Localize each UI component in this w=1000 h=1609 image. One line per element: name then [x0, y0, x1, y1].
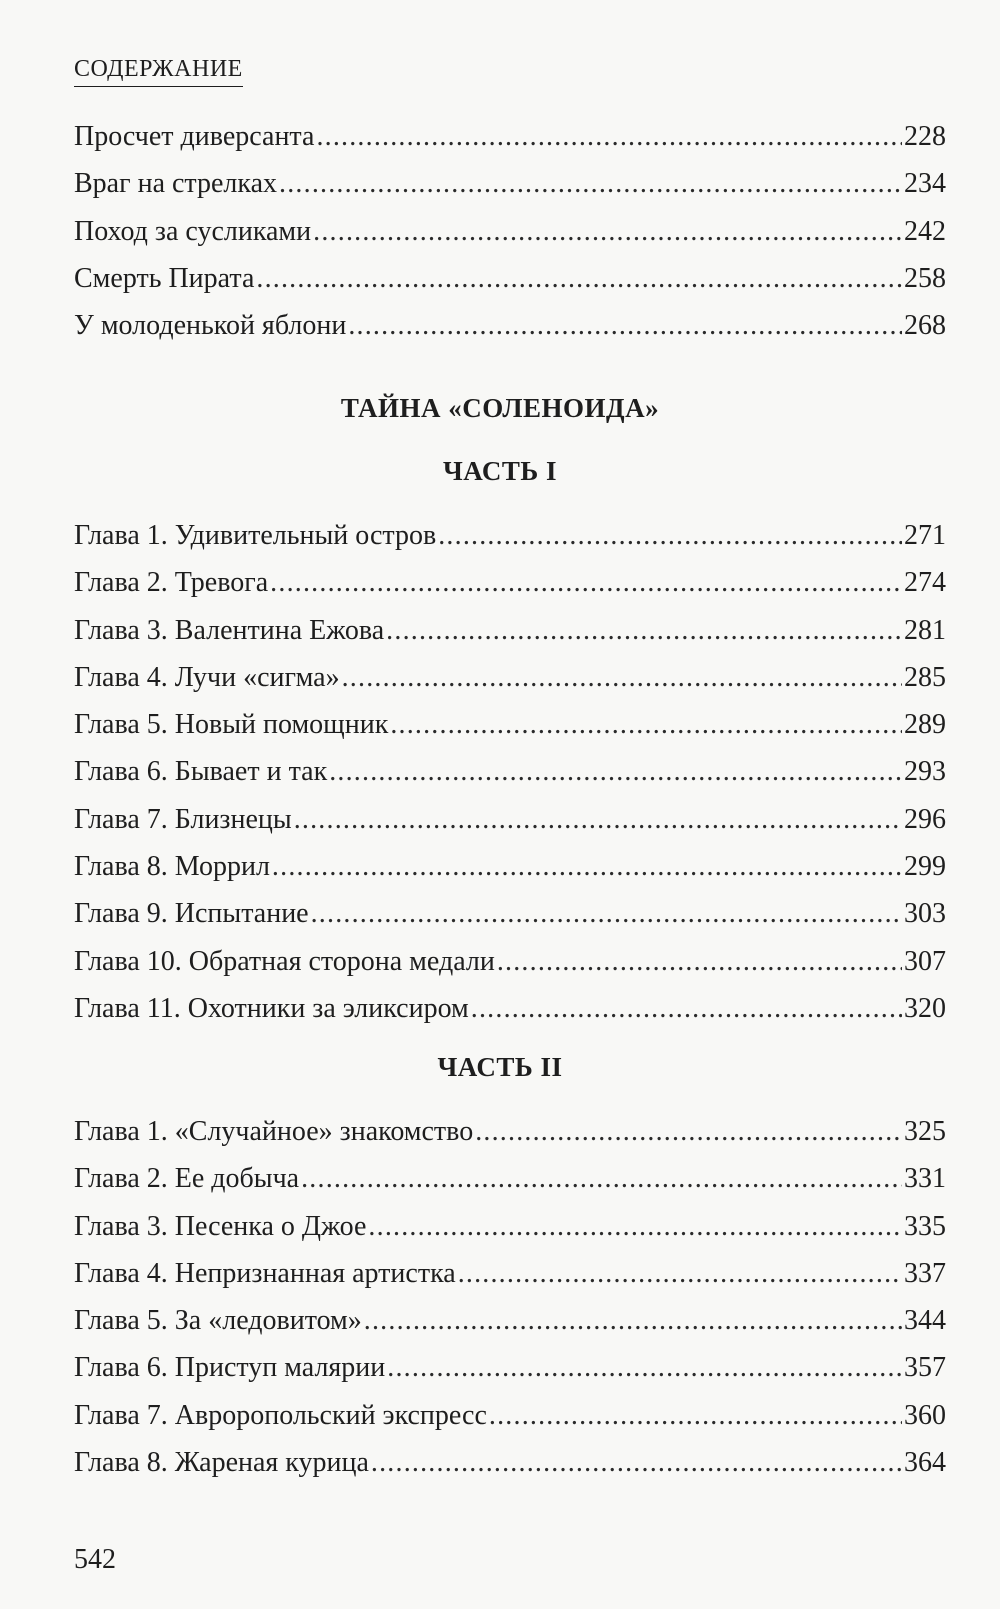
dot-leader	[329, 748, 902, 795]
toc-entry-page: 299	[904, 851, 946, 883]
toc-entry-page: 364	[904, 1447, 946, 1479]
toc-entry-page: 357	[904, 1352, 946, 1384]
toc-entry-title: Глава 4. Лучи «сигма»	[74, 661, 340, 693]
dot-leader	[475, 1108, 902, 1155]
toc-entry-page: 228	[904, 121, 946, 152]
toc-entry	[74, 1344, 946, 1391]
toc-entry	[74, 160, 946, 207]
toc-entry-page: 344	[904, 1305, 946, 1337]
dot-leader	[471, 985, 902, 1032]
toc-entry	[74, 985, 946, 1032]
toc-entry-page: 325	[904, 1116, 946, 1147]
toc-entry	[74, 1297, 946, 1344]
toc-entry	[74, 1250, 946, 1297]
dot-leader	[272, 843, 902, 890]
dot-leader	[438, 512, 902, 559]
toc-entry-page: 271	[904, 520, 946, 551]
toc-entry-title: Глава 2. Ее добыча	[74, 1163, 300, 1195]
toc-entry	[74, 559, 946, 606]
toc-entry	[74, 302, 946, 349]
toc-entry-title: Глава 6. Приступ малярии	[74, 1352, 386, 1384]
toc-entry-page: 360	[904, 1399, 946, 1431]
toc-entry	[74, 748, 946, 795]
dot-leader	[368, 1203, 902, 1250]
dot-leader	[387, 1344, 902, 1391]
toc-entry-title: Глава 5. Новый помощник	[74, 709, 389, 741]
toc-entry-page: 307	[904, 945, 946, 977]
page-number: 542	[74, 1544, 116, 1575]
toc-entry	[74, 890, 946, 937]
part-2-title: ЧАСТЬ II	[437, 1052, 563, 1082]
dot-leader	[301, 1155, 902, 1202]
dot-leader	[294, 796, 902, 843]
toc-entry	[74, 796, 946, 843]
dot-leader	[386, 607, 902, 654]
toc-entry-page: 281	[904, 614, 946, 646]
dot-leader	[313, 208, 902, 255]
toc-entry-title: У молоденькой яблони	[74, 310, 347, 342]
toc-entry	[74, 1155, 946, 1202]
toc-entry-title: Глава 8. Моррил	[74, 851, 270, 883]
toc-entry-title: Глава 9. Испытание	[74, 898, 309, 930]
toc-entry	[74, 1108, 946, 1155]
toc-entry-page: 234	[904, 168, 946, 200]
toc-entry-title: Просчет диверсанта	[74, 121, 315, 152]
toc-entry	[74, 938, 946, 985]
toc-entry-title: Глава 7. Авроропольский экспресс	[74, 1399, 487, 1431]
toc-list-part-1	[74, 512, 946, 1032]
toc-entry-page: 289	[904, 709, 946, 741]
toc-entry-title: Смерть Пирата	[74, 262, 255, 294]
toc-entry	[74, 208, 946, 255]
toc-entry-page: 285	[904, 661, 946, 693]
toc-entry-page: 303	[904, 898, 946, 930]
section-title: ТАЙНА «СОЛЕНОИДА»	[340, 393, 660, 423]
running-head: СОДЕРЖАНИЕ	[74, 56, 243, 87]
toc-entry-page: 320	[904, 992, 946, 1024]
toc-entry-title: Глава 6. Бывает и так	[74, 756, 328, 788]
dot-leader	[311, 890, 902, 937]
toc-list-top	[74, 113, 946, 349]
toc-entry-title: Глава 1. Удивительный остров	[74, 520, 437, 551]
toc-entry-title: Глава 11. Охотники за эликсиром	[74, 992, 469, 1024]
toc-entry-title: Поход за сусликами	[74, 215, 312, 247]
dot-leader	[364, 1297, 902, 1344]
toc-entry-title: Глава 1. «Случайное» знакомство	[74, 1116, 474, 1147]
toc-entry	[74, 1203, 946, 1250]
dot-leader	[489, 1392, 902, 1439]
dot-leader	[279, 160, 902, 207]
toc-entry-title: Глава 3. Валентина Ежова	[74, 614, 385, 646]
toc-entry-title: Глава 2. Тревога	[74, 567, 269, 599]
toc-entry-page: 296	[904, 803, 946, 835]
dot-leader	[270, 559, 902, 606]
dot-leader	[497, 938, 902, 985]
toc-entry-page: 242	[904, 215, 946, 247]
toc-entry	[74, 607, 946, 654]
toc-entry	[74, 701, 946, 748]
toc-entry-title: Глава 3. Песенка о Джое	[74, 1210, 367, 1242]
dot-leader	[458, 1250, 902, 1297]
toc-entry-page: 337	[904, 1257, 946, 1289]
toc-entry-title: Глава 4. Непризнанная артистка	[74, 1257, 456, 1289]
toc-entry-title: Глава 8. Жареная курица	[74, 1447, 369, 1479]
toc-entry-page: 335	[904, 1210, 946, 1242]
toc-entry	[74, 654, 946, 701]
dot-leader	[256, 255, 902, 302]
toc-entry-page: 293	[904, 756, 946, 788]
toc-entry-page: 274	[904, 567, 946, 599]
toc-entry	[74, 113, 946, 160]
toc-entry	[74, 843, 946, 890]
toc-entry	[74, 1392, 946, 1439]
dot-leader	[348, 302, 902, 349]
toc-entry-title: Глава 7. Близнецы	[74, 803, 292, 835]
part-1-title: ЧАСТЬ I	[442, 456, 558, 486]
dot-leader	[371, 1439, 902, 1486]
dot-leader	[390, 701, 902, 748]
toc-entry	[74, 512, 946, 559]
toc-entry	[74, 255, 946, 302]
toc-entry-title: Глава 5. За «ледовитом»	[74, 1305, 362, 1337]
toc-entry	[74, 1439, 946, 1486]
toc-entry-title: Враг на стрелках	[74, 168, 278, 200]
toc-entry-title: Глава 10. Обратная сторона медали	[74, 945, 495, 977]
toc-entry-page: 331	[904, 1163, 946, 1195]
dot-leader	[316, 113, 902, 160]
toc-list-part-2	[74, 1108, 946, 1486]
toc-entry-page: 268	[904, 310, 946, 342]
dot-leader	[342, 654, 902, 701]
toc-entry-page: 258	[904, 262, 946, 294]
